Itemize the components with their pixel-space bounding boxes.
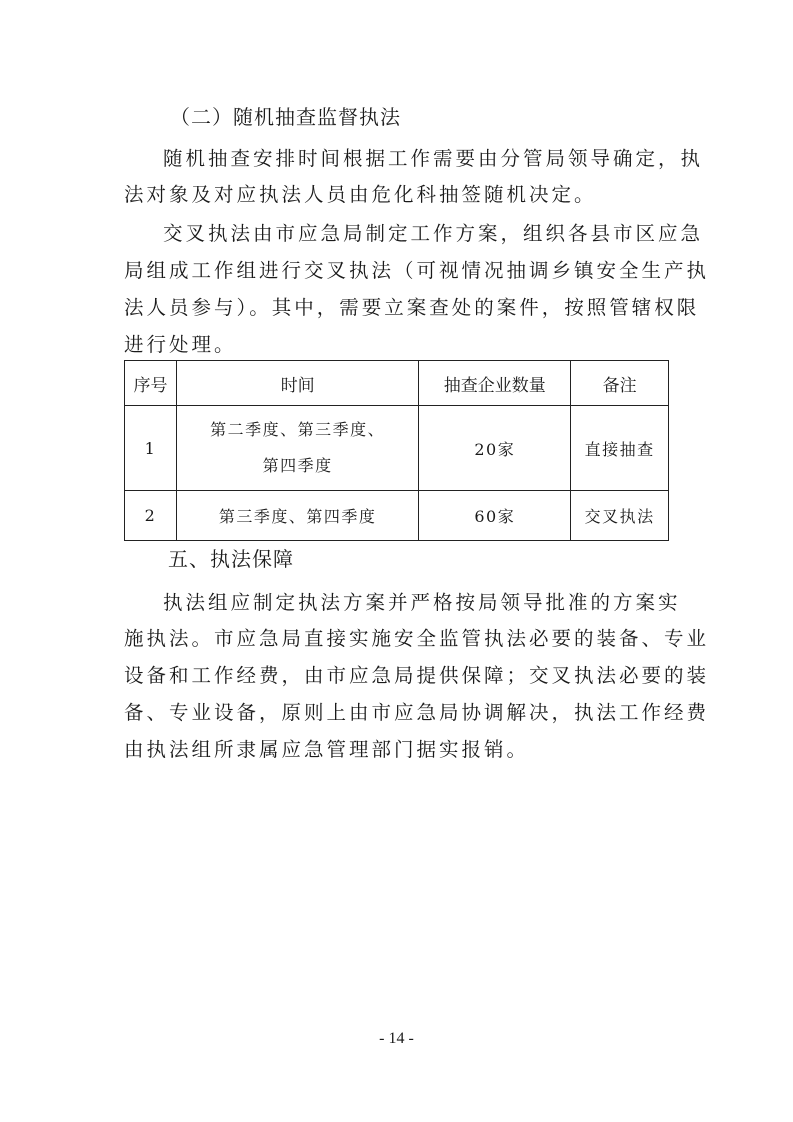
table-header-row — [125, 361, 669, 406]
paragraph-line: 随机抽查安排时间根据工作需要由分管局领导确定，执 — [163, 147, 704, 170]
inspection-schedule-table — [124, 360, 669, 541]
cell-time — [176, 406, 419, 491]
cell-count: 20家 — [419, 406, 571, 491]
paragraph-line: 进行处理。 — [124, 333, 237, 356]
paragraph-line: 设备和工作经费，由市应急局提供保障；交叉执法必要的装 — [124, 664, 710, 687]
cell-time-line: 第二季度、第三季度、 — [210, 420, 386, 439]
cell-no: 1 — [125, 406, 177, 491]
paragraph-line: 施执法。市应急局直接实施安全监管执法必要的装备、专业 — [124, 627, 710, 650]
cell-time: 第三季度、第四季度 — [176, 491, 419, 541]
cell-count: 60家 — [419, 491, 571, 541]
header-time: 时间 — [176, 361, 419, 406]
table-row — [125, 491, 669, 541]
paragraph-line: 法对象及对应执法人员由危化科抽签随机决定。 — [124, 183, 597, 206]
table-row — [125, 406, 669, 491]
header-count: 抽查企业数量 — [419, 361, 571, 406]
section-heading-random-inspection: （二）随机抽查监督执法 — [170, 105, 401, 129]
cell-note: 交叉执法 — [571, 491, 669, 541]
paragraph-line: 备、专业设备，原则上由市应急局协调解决，执法工作经费 — [124, 701, 710, 724]
paragraph-line: 法人员参与）。其中，需要立案查处的案件，按照管辖权限 — [124, 296, 700, 319]
page-number: - 14 - — [379, 1030, 414, 1047]
paragraph-line: 执法组应制定执法方案并严格按局领导批准的方案实 — [163, 591, 681, 614]
paragraph-line: 由执法组所隶属应急管理部门据实报销。 — [124, 738, 530, 761]
cell-time-line: 第四季度 — [262, 456, 333, 475]
paragraph-line: 局组成工作组进行交叉执法（可视情况抽调乡镇安全生产执 — [124, 259, 710, 282]
cell-note: 直接抽查 — [571, 406, 669, 491]
section-heading-enforcement-guarantee: 五、执法保障 — [168, 547, 294, 571]
header-note: 备注 — [571, 361, 669, 406]
cell-no: 2 — [125, 491, 177, 541]
paragraph-line: 交叉执法由市应急局制定工作方案，组织各县市区应急 — [163, 222, 704, 245]
header-no: 序号 — [125, 361, 177, 406]
